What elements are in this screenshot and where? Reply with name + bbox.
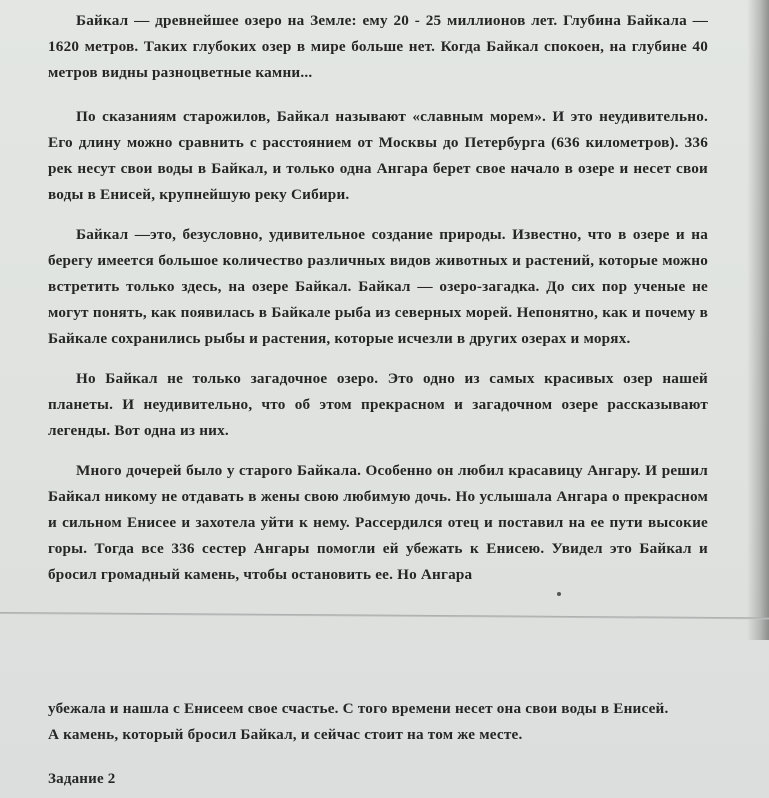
page-edge-shadow — [747, 0, 769, 640]
paragraph-1: Байкал — древнейшее озеро на Земле: ему 20 - 25 миллионов лет. Глубина Байкала — 1620 метров. Таких глубоких озер в мире больше нет. Когда Байкал спокоен, на глубине 40 метров видны разноцветные камни... — [48, 12, 708, 81]
task-label: Задание 2 — [48, 771, 116, 787]
bottom-line-1: убежала и нашла с Енисеем свое счастье. С того времени несет она свои воды в Енисей. — [48, 700, 669, 717]
paragraph-5: Много дочерей было у старого Байкала. Особенно он любил красавицу Ангару. И решил Байкал никому не отдавать в жены свою любимую дочь. Но услышала Ангара о прекрасном и сильном Енисее и захотела уйти к нему. Рассердился отец и поставил на ее пути высокие горы. Тогда все 336 сестер Ангары помогли ей убежать к Енисею. Увидел это Байкал и бросил громадный камень, чтобы остановить ее. Но Ангара — [48, 462, 708, 583]
top-page-text — [48, 8, 708, 598]
bottom-page-text — [48, 696, 718, 792]
page-break-line — [0, 612, 769, 619]
bottom-line-2: А камень, который бросил Байкал, и сейчас стоит на том же месте. — [48, 726, 523, 743]
paragraph-2: По сказаниям старожилов, Байкал называют «славным морем». И это неудивительно. Его длину можно сравнить с расстоянием от Москвы до Петербурга (636 километров). 336 рек несут свои воды в Байкал, и только одна Ангара берет свое начало в озере и несет свои воды в Енисей, крупнейшую реку Сибири. — [48, 108, 708, 203]
paragraph-3: Байкал —это, безусловно, удивительное создание природы. Известно, что в озере и на берегу имеется большое количество различных видов животных и растений, которые можно встретить только здесь, на озере Байкал. Байкал — озеро-загадка. До сих пор ученые не могут понять, как появилась в Байкале рыба из северных морей. Непонятно, как и почему в Байкале сохранились рыбы и растения, которые исчезли в других озерах и морях. — [48, 226, 708, 347]
stray-dot — [557, 592, 561, 596]
paragraph-4: Но Байкал не только загадочное озеро. Это одно из самых красивых озер нашей планеты. И неудивительно, что об этом прекрасном и загадочном озере рассказывают легенды. Вот одна из них. — [48, 370, 708, 439]
